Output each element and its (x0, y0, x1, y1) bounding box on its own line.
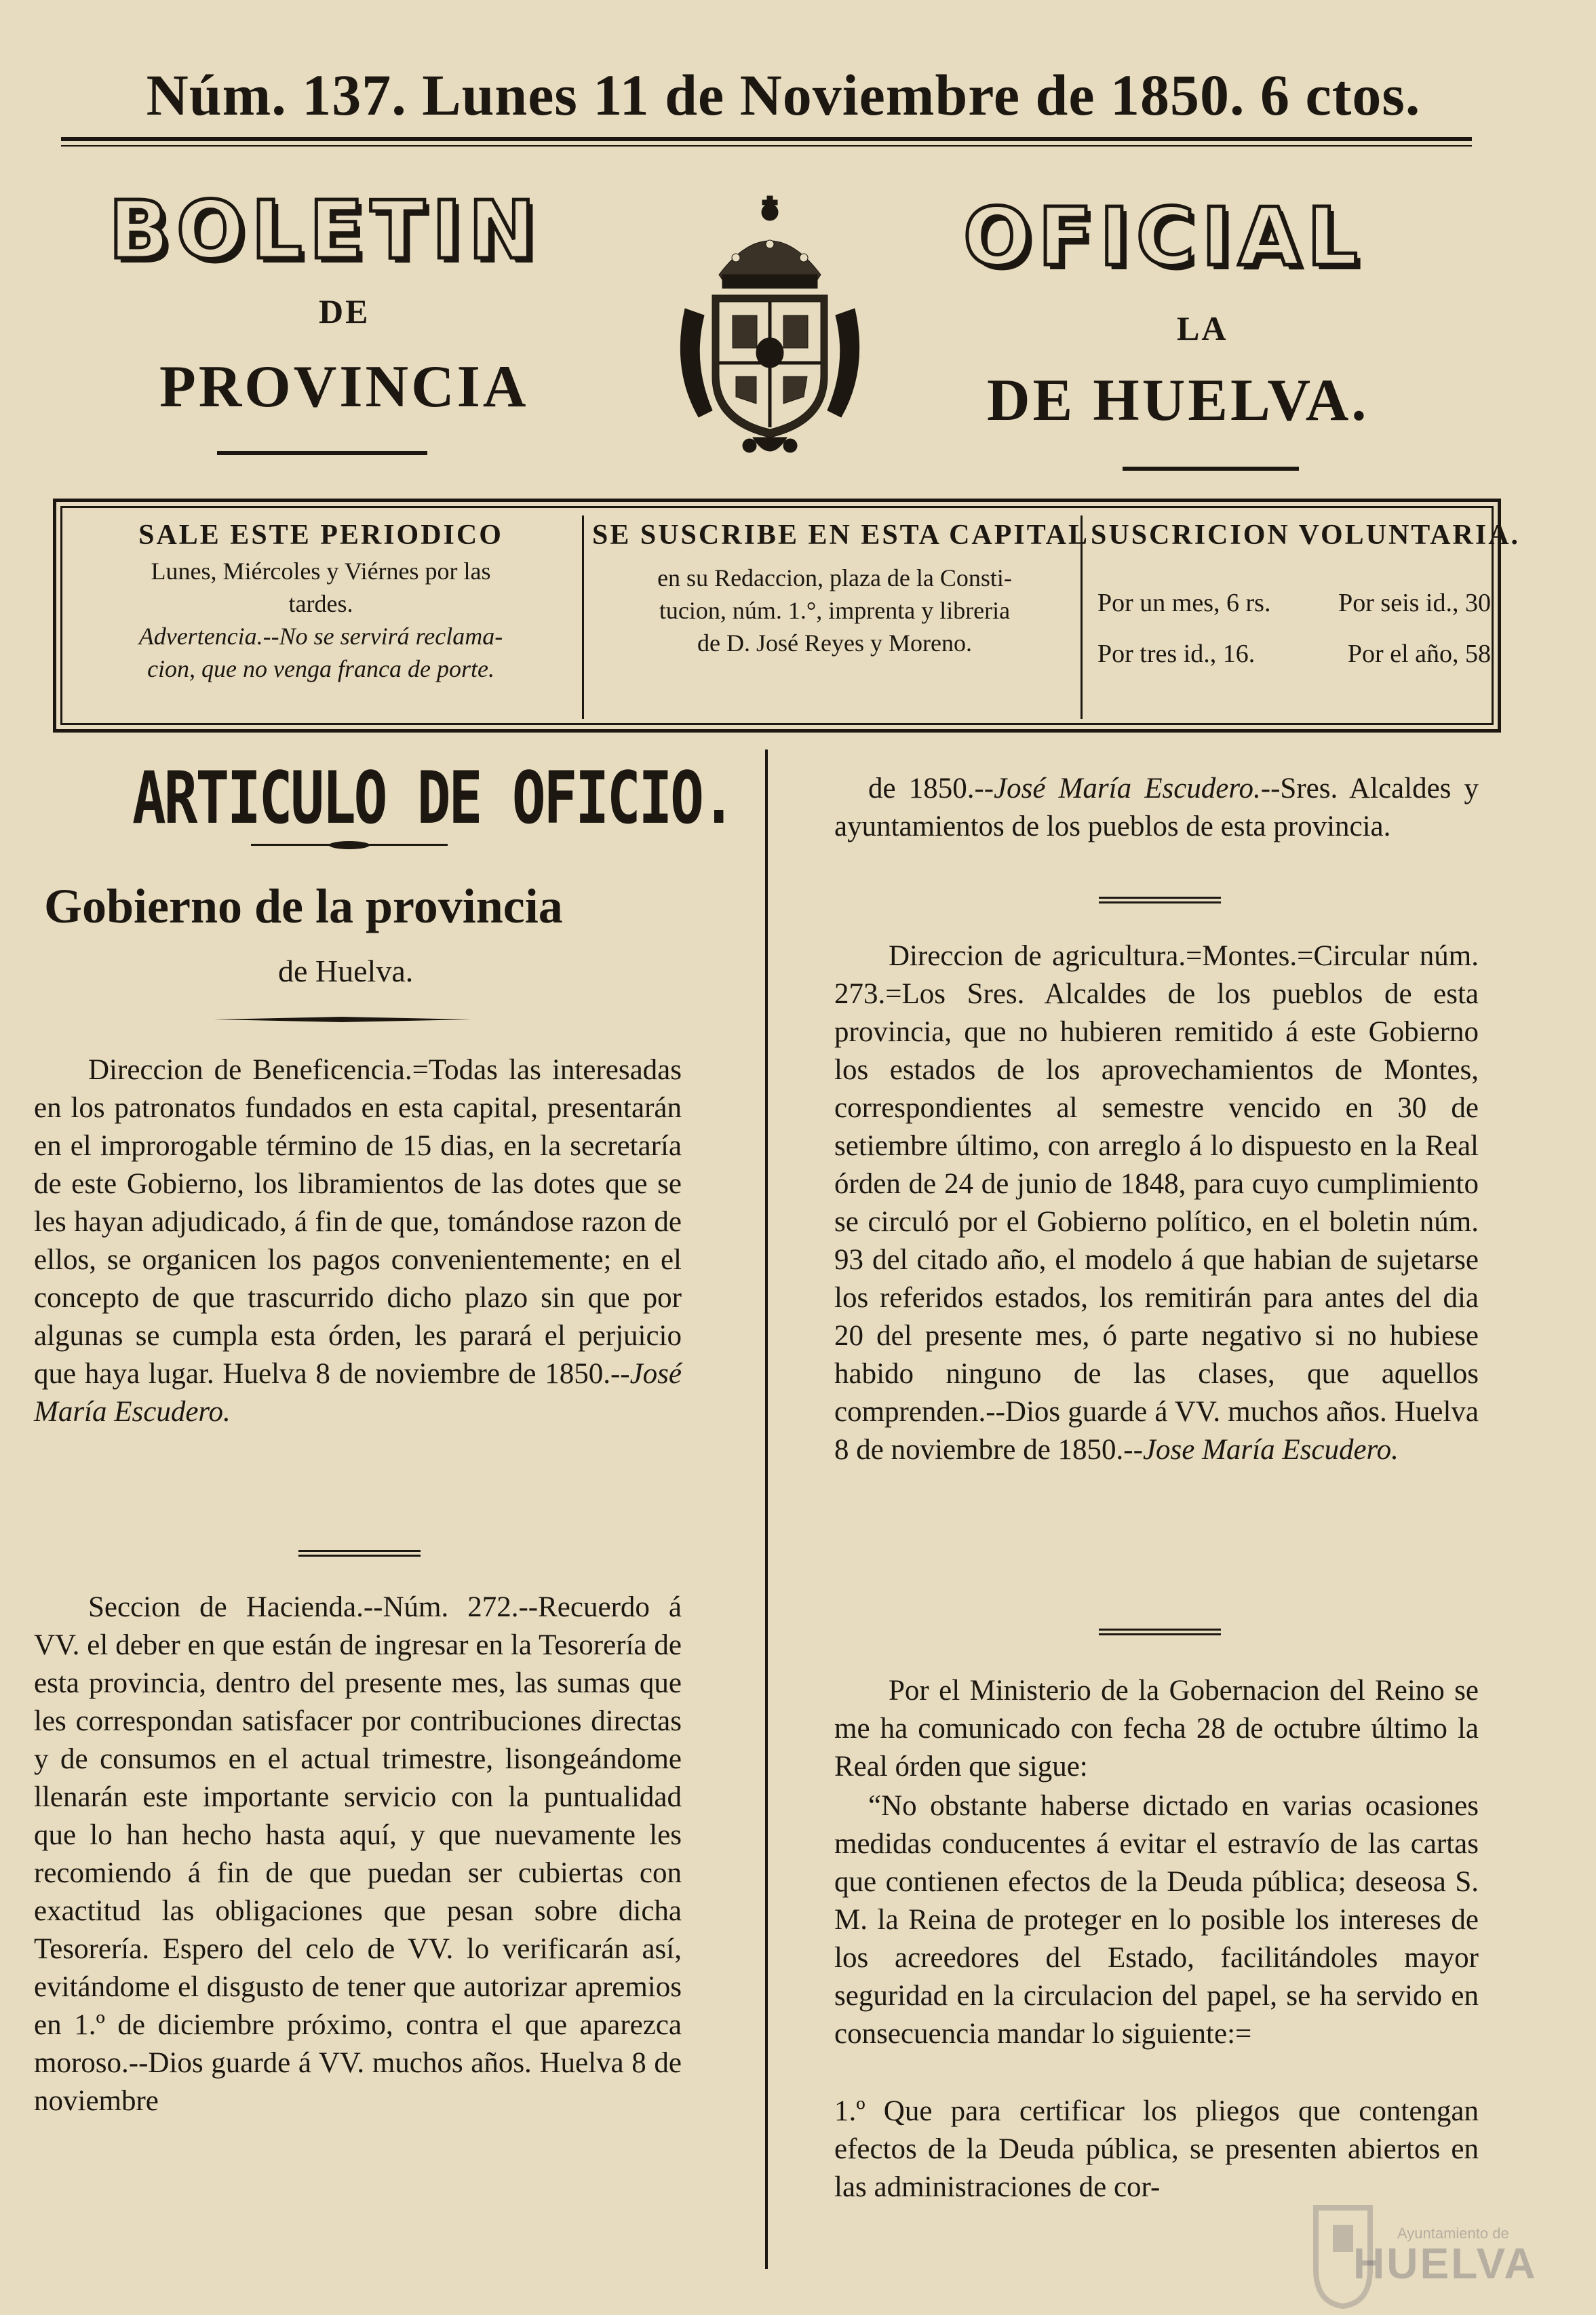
subscription-box (53, 499, 1521, 733)
double-rule-icon-3 (1099, 1628, 1221, 1636)
rate-six-months: Por seis id., 30 (1338, 589, 1491, 617)
masthead-rule (61, 137, 1472, 147)
closing-suffix: --Sres. Alcaldes y ayuntamientos de los pueblos de esta provincia. (834, 773, 1479, 842)
agricultura-text: Direccion de agricultura.=Montes.=Circular núm. 273.=Los Sres. Alcaldes de los pueblos de esta provincia, que no hubieren remitido á este Gobierno los estados de los aprovechamientos de Montes, correspondientes al semestre vencido en 30 de setiembre último, con arreglo á lo dispuesto en la Real órden de 24 de junio de 1848, para cuyo cumplimiento se circuló por el Gobierno político, en el boletin núm. 93 del citado año, el modelo á que habian de sujetarse los referidos estados, los remitirán para antes del dia 20 del presente mes, ó parte negativo si no hubiese habido ninguno de las clases, que aquellos comprenden.--Dios guarde á VV. muchos años. Huelva 8 de noviembre de 1850.-- (834, 940, 1479, 1466)
column-divider (765, 750, 768, 2269)
gov-subheading: de Huelva. (278, 954, 414, 988)
beneficencia-text: Direccion de Beneficencia.=Todas las interesadas en los patronatos fundados en esta capital, presentarán en el improrogable término de 15 dias, en la secretaría de este Gobierno, los libramientos de las dotes que se les hayan adjudicado, á fin de que, tomándose razon de ellos, se organicen los pagos convenientemente; en el concepto de que trascurrido dicho plazo sin que por algunas se cumpla esta órden, les parará el perjuicio que haya lugar. Huelva 8 de noviembre de 1850.-- (34, 1054, 682, 1390)
location-line-1: en su Redaccion, plaza de la Consti- (657, 564, 1012, 591)
box-divider-2 (1081, 515, 1083, 719)
closing-signature: José María Escudero. (994, 773, 1261, 804)
title-la: LA (1177, 309, 1228, 347)
schedule-heading: SALE ESTE PERIODICO (138, 520, 503, 551)
rates-heading: SUSCRICION VOLUNTARIA. (1091, 520, 1521, 551)
subscribe-location (592, 515, 1089, 719)
title-provincia: PROVINCIA (159, 354, 529, 420)
issue-line: Núm. 137. Lunes 11 de Noviembre de 1850. 6 ctos. (146, 62, 1421, 128)
hacienda-paragraph: Seccion de Hacienda.--Núm. 272.--Recuerdo á VV. el deber en que están de ingresar en la Tesorería de esta provincia, dentro del presente mes, las sumas que les correspondan satisfacer por contribuciones directas y de consumos en el actual trimestre, lisongeándome llenarán este importante servicio con la puntualidad que lo han hecho hasta aquí, y que nuevamente les recomiendo á fin de que puedan ser cubiertas con exactitud las obligaciones que pesan sobre dicha Tesorería. Espero del celo de VV. lo verificarán así, evitándome el disgusto de tener que autorizar apremios en 1.º de diciembre próximo, contra el que aparezca moroso.--Dios guarde á VV. muchos años. Huelva 8 de noviembre (34, 1591, 682, 2117)
location-line-2: tucion, núm. 1.°, imprenta y libreria (659, 597, 1011, 624)
rate-year: Por el año, 58 (1347, 640, 1491, 668)
real-orden-paragraph: “No obstante haberse dictado en varias ocasiones medidas conducentes á evitar el estravío de las cartas que contienen efectos de la Deuda pública; deseosa S. M. la Reina de proteger en lo posible los intereses de los acreedores del Estado, facilitándoles mayor seguridad en la circulacion del papel, se ha servido en consecuencia mandar lo siguiente:= (834, 1790, 1479, 2050)
gov-heading: Gobierno de la provincia (44, 879, 563, 933)
rate-three-months: Por tres id., 16. (1097, 640, 1256, 668)
location-heading: SE SUSCRIBE EN ESTA CAPITAL (592, 520, 1089, 551)
beneficencia-signature: José María Escudero. (34, 1358, 682, 1428)
watermark-text: HUELVA (1353, 2239, 1538, 2288)
agricultura-signature: Jose María Escudero. (1142, 1434, 1399, 1466)
article-one-paragraph: 1.º Que para certificar los pliegos que contengan efectos de la Deuda pública, se presenten abiertos en las administraciones de cor- (834, 2095, 1479, 2203)
schedule-notice-2: cion, que no venga franca de porte. (147, 655, 494, 682)
escudero-closing-paragraph (834, 770, 1479, 846)
schedule-line-1: Lunes, Miércoles y Viérnes por las (151, 558, 491, 585)
title-underline-right (1123, 467, 1299, 471)
title-underline-left (217, 451, 427, 455)
publication-schedule (70, 515, 572, 719)
title-oficial: OFICIAL (963, 190, 1365, 284)
watermark-small-text: Ayuntamiento de (1397, 2225, 1509, 2242)
closing-prefix: de 1850.-- (868, 773, 994, 804)
schedule-line-2: tardes. (288, 590, 353, 617)
subscription-rates (1091, 515, 1521, 719)
beneficencia-paragraph (34, 1051, 682, 1431)
rate-month: Por un mes, 6 rs. (1097, 589, 1271, 617)
box-divider-1 (582, 515, 584, 719)
title-boletin: BOLETIN (109, 183, 543, 277)
divider-rule-icon (214, 1015, 471, 1024)
agricultura-paragraph (834, 937, 1479, 1469)
title-de-huelva: DE HUELVA. (987, 368, 1369, 433)
title-de: DE (319, 292, 370, 330)
location-line-3: de D. José Reyes y Moreno. (697, 629, 972, 657)
double-rule-icon-2 (1099, 896, 1221, 904)
coat-of-arms-icon (672, 193, 868, 465)
ornament-rule-icon (251, 841, 448, 849)
section-heading: ARTICULO DE OFICIO. (132, 756, 734, 840)
ministerio-paragraph: Por el Ministerio de la Gobernacion del Reino se me ha comunicado con fecha 28 de octubre último la Real órden que sigue: (834, 1675, 1479, 1783)
double-rule-icon (298, 1549, 421, 1557)
schedule-notice-1: Advertencia.--No se servirá reclama- (138, 623, 503, 650)
